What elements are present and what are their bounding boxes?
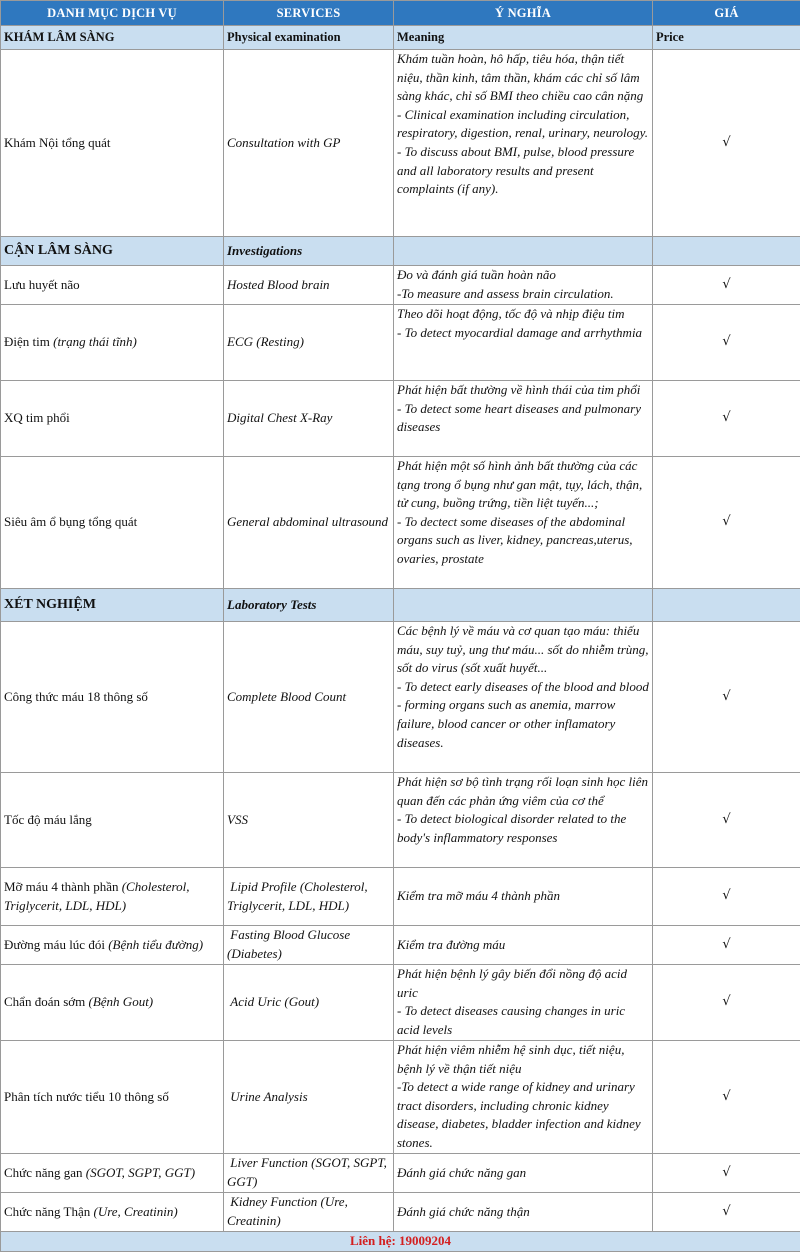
service-name-vn (1, 457, 224, 589)
price-check-mark: √ (653, 965, 800, 1041)
service-meaning: Phát hiện bệnh lý gây biến đổi nồng độ acid uric - To detect diseases causing changes in uric acid levels (394, 965, 653, 1041)
service-name-vn-text: Chức năng Thận (4, 1204, 93, 1219)
service-meaning: Phát hiện bất thường về hình thái của tim phổi - To detect some heart diseases and pulmonary diseases (394, 381, 653, 457)
service-meaning: Kiểm tra mỡ máu 4 thành phần (394, 868, 653, 926)
service-name-vn-text: Công thức máu 18 thông số (4, 689, 148, 704)
service-name-vn-text: Mỡ máu 4 thành phần (4, 879, 122, 894)
service-meaning: Các bệnh lý về máu và cơ quan tạo máu: thiếu máu, suy tuỷ, ung thư máu... sốt do nhiễm trùng, sốt do virus (sốt xuất huyết... - To detect early diseases of the blood and blood - forming organs such as anemia, marrow failure, blood cancer or other inflamatory diseases. (394, 622, 653, 773)
price-check-mark: √ (653, 926, 800, 965)
service-name-vn (1, 1041, 224, 1154)
price-check-mark: √ (653, 50, 800, 237)
service-name-en: ECG (Resting) (224, 305, 394, 381)
service-meaning: Phát hiện một số hình ảnh bất thường của các tạng trong ổ bụng như gan mật, tụy, lách, thận, tử cung, buồng trứng, tiền liệt tuyến...; - To dectect some diseases of the abdominal organs such as liver, kidney, pancreas,uterus, ovaries, prostate (394, 457, 653, 589)
service-name-en: Urine Analysis (224, 1041, 394, 1154)
table-row (1, 1193, 800, 1232)
service-name-vn (1, 266, 224, 305)
table-row (1, 266, 800, 305)
price-check-mark: √ (653, 622, 800, 773)
price-check-mark: √ (653, 1154, 800, 1193)
section-empty-cell (653, 237, 800, 266)
section-empty-cell (394, 589, 653, 622)
service-meaning: Khám tuần hoàn, hô hấp, tiêu hóa, thận tiết niệu, thần kinh, tâm thần, khám các chỉ số lâm sàng khác, chỉ số BMI theo chiều cao cân nặng - Clinical examination including circulation, respiratory, digestion, renal, urinary, neurology. - To discuss about BMI, pulse, blood pressure and all laboratory results and present complaints (if any). (394, 50, 653, 237)
service-name-vn-note: (Ure, Creatinin) (93, 1204, 177, 1219)
table-row (1, 381, 800, 457)
service-name-vn-note: (trạng thái tĩnh) (53, 334, 137, 349)
subheader-physical-exam-en: Physical examination (224, 26, 394, 50)
service-name-vn-text: Chẩn đoán sớm (4, 994, 89, 1009)
price-check-mark: √ (653, 381, 800, 457)
table-row (1, 305, 800, 381)
service-name-en: Fasting Blood Glucose (Diabetes) (224, 926, 394, 965)
table-row (1, 622, 800, 773)
service-meaning: Phát hiện sơ bộ tình trạng rối loạn sinh học liên quan đến các phản ứng viêm của cơ thể - To detect biological disorder related to the body's inflammatory responses (394, 773, 653, 868)
header-service-list: DANH MỤC DỊCH VỤ (1, 1, 224, 26)
table-row (1, 1041, 800, 1154)
price-check-mark: √ (653, 868, 800, 926)
service-name-vn-text: Khám Nội tổng quát (4, 135, 111, 150)
service-name-vn-text: Chức năng gan (4, 1165, 86, 1180)
price-check-mark: √ (653, 1041, 800, 1154)
service-name-vn-note: (Bệnh Gout) (89, 994, 154, 1009)
service-meaning: Đánh giá chức năng thận (394, 1193, 653, 1232)
section-title-en: Laboratory Tests (224, 589, 394, 622)
service-name-en: Complete Blood Count (224, 622, 394, 773)
service-name-en: VSS (224, 773, 394, 868)
table-row (1, 965, 800, 1041)
service-name-vn-note: (Cholesterol, Triglycerit, LDL, HDL) (4, 879, 189, 913)
header-meaning: Ý NGHĨA (394, 1, 653, 26)
service-name-en: Kidney Function (Ure, Creatinin) (224, 1193, 394, 1232)
table-row (1, 50, 800, 237)
section-row (1, 237, 800, 266)
service-name-vn-text: Tốc độ máu lắng (4, 812, 92, 827)
subheader-price: Price (653, 26, 800, 50)
service-meaning: Đánh giá chức năng gan (394, 1154, 653, 1193)
subheader-meaning: Meaning (394, 26, 653, 50)
table-row (1, 773, 800, 868)
service-name-en: Hosted Blood brain (224, 266, 394, 305)
header-row (1, 1, 800, 26)
service-name-vn-text: Phân tích nước tiểu 10 thông số (4, 1089, 169, 1104)
service-name-vn-text: Điện tim (4, 334, 53, 349)
service-name-vn (1, 926, 224, 965)
service-name-en: General abdominal ultrasound (224, 457, 394, 589)
service-meaning: Kiểm tra đường máu (394, 926, 653, 965)
subheader-row (1, 26, 800, 50)
price-check-mark: √ (653, 457, 800, 589)
section-empty-cell (653, 589, 800, 622)
service-meaning: Đo và đánh giá tuần hoàn não -To measure and assess brain circulation. (394, 266, 653, 305)
service-meaning: Phát hiện viêm nhiễm hệ sinh dục, tiết niệu, bệnh lý về thận tiết niệu -To detect a wide range of kidney and urinary tract disorders, including chronic kidney disease, diabetes, bladder infection and kidney stones. (394, 1041, 653, 1154)
service-name-vn (1, 305, 224, 381)
service-name-vn (1, 622, 224, 773)
section-title-vn: XÉT NGHIỆM (1, 589, 224, 622)
section-empty-cell (394, 237, 653, 266)
service-name-vn-text: XQ tim phổi (4, 410, 70, 425)
footer-row (1, 1232, 800, 1252)
service-name-en: Lipid Profile (Cholesterol, Triglycerit, LDL, HDL) (224, 868, 394, 926)
service-name-vn-note: (Bệnh tiểu đường) (108, 937, 203, 952)
table-row (1, 457, 800, 589)
service-name-vn (1, 50, 224, 237)
header-services: SERVICES (224, 1, 394, 26)
service-name-vn-text: Siêu âm ổ bụng tổng quát (4, 514, 137, 529)
section-row (1, 589, 800, 622)
service-name-vn-note: (SGOT, SGPT, GGT) (86, 1165, 195, 1180)
header-price: GIÁ (653, 1, 800, 26)
table-row (1, 1154, 800, 1193)
service-name-en: Acid Uric (Gout) (224, 965, 394, 1041)
service-name-vn (1, 868, 224, 926)
price-check-mark: √ (653, 773, 800, 868)
service-name-vn (1, 381, 224, 457)
table-row (1, 926, 800, 965)
price-check-mark: √ (653, 305, 800, 381)
service-name-vn (1, 773, 224, 868)
contact-hotline[interactable]: Liên hệ: 19009204 (1, 1232, 800, 1252)
table-row (1, 868, 800, 926)
table-body (1, 26, 800, 1232)
service-name-en: Consultation with GP (224, 50, 394, 237)
service-name-vn (1, 1193, 224, 1232)
service-name-en: Digital Chest X-Ray (224, 381, 394, 457)
price-check-mark: √ (653, 266, 800, 305)
service-name-vn (1, 1154, 224, 1193)
service-name-vn-text: Lưu huyết não (4, 277, 80, 292)
subheader-physical-exam-vn: KHÁM LÂM SÀNG (1, 26, 224, 50)
service-name-vn (1, 965, 224, 1041)
section-title-vn: CẬN LÂM SÀNG (1, 237, 224, 266)
section-title-en: Investigations (224, 237, 394, 266)
service-name-en: Liver Function (SGOT, SGPT, GGT) (224, 1154, 394, 1193)
service-name-vn-text: Đường máu lúc đói (4, 937, 108, 952)
service-meaning: Theo dõi hoạt động, tốc độ và nhịp điệu tim - To detect myocardial damage and arrhythmia (394, 305, 653, 381)
price-check-mark: √ (653, 1193, 800, 1232)
